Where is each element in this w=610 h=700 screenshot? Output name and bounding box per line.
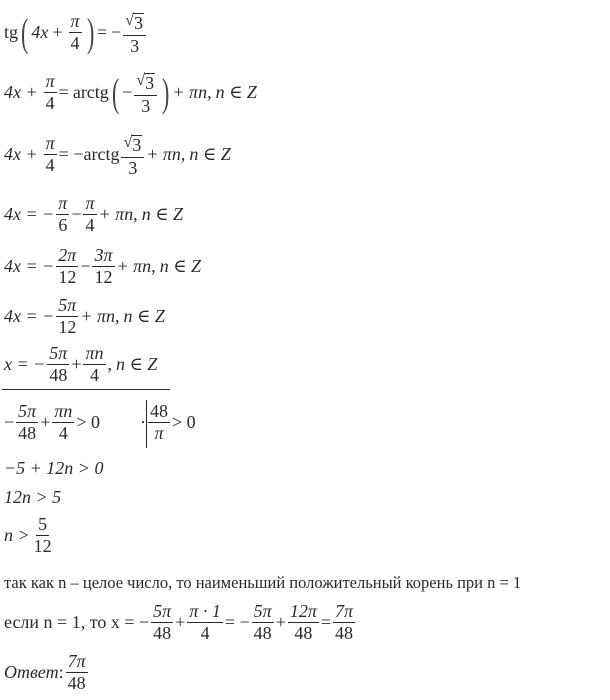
pi-n-term: + πn, [80,305,120,326]
fraction-sqrt3-over-3: √ 3 3 [121,132,144,178]
condition: n ∈ Z [123,305,165,326]
arctg-func: arctg [72,82,109,103]
condition: n ∈ Z [141,203,184,224]
fraction-pi1-over-4: $\frac{\pi \cdot 1}{4}$ [189,601,221,643]
colon: : [58,661,64,682]
close-paren: ) [162,69,170,115]
greater-than-zero: > 0 [76,411,101,432]
fraction-5pi-over-48: $\frac{5\pi}{48}$ [49,343,68,385]
text-line-12 [4,573,521,593]
equation-line-11 [4,515,56,556]
minus: − [111,22,122,43]
fraction-pin-over-4: $\frac{\pi n}{4}$ [54,401,73,443]
lhs: 4x + [4,82,38,103]
pi-n-term: + πn, [98,203,138,224]
fraction-2pi-over-12: $\frac{2\pi}{12}$ [58,245,77,287]
equation-line-2 [4,70,257,116]
inequality: 12n > 5 [4,487,62,507]
plus: + [71,353,82,374]
fraction-5pi-over-48-b: $\frac{5\pi}{48}$ [253,601,272,643]
fraction-48-over-pi: $\frac{48}{\pi}$ [150,401,169,443]
tg-func: tg [4,22,19,43]
multiply-dot: · [140,411,147,432]
equation-line-13 [4,602,357,643]
minus: − [122,82,133,103]
fraction-pi-over-6: $\frac{\pi}{6}$ [58,193,68,235]
term-4x: 4x [31,22,49,43]
fraction-5pi-over-48: $\frac{5\pi}{48}$ [153,601,172,643]
plus-2: + [275,611,286,632]
greater-than-zero-2: > 0 [172,411,196,432]
multiplier-bar [146,400,147,448]
divider-line [2,389,170,390]
fraction-5pi-over-12: $\frac{5\pi}{12}$ [58,295,77,337]
equation-line-3 [4,132,231,178]
answer-label: Ответ [4,661,59,682]
equation-line-8 [4,402,196,443]
lhs: 4x = − [4,203,55,224]
fraction-12pi-over-48: $\frac{12\pi}{48}$ [289,601,317,643]
equals: = [58,82,69,103]
fraction-5pi-over-48: $\frac{5\pi}{48}$ [18,401,37,443]
plus: + [175,611,186,632]
inequality: −5 + 12n > 0 [4,458,104,478]
equation-line-10 [4,487,61,508]
equation-line-9 [4,458,103,479]
minus: − [71,203,82,224]
equals-arctg: = −arctg [58,144,120,165]
fraction-sqrt3-over-3: √ 3 3 [134,70,157,116]
open-paren: ( [21,9,29,55]
pi-n-term: + πn, [146,144,186,165]
fraction-pin-over-4: $\frac{\pi n}{4}$ [85,343,104,385]
equation-line-1 [4,10,148,56]
equation-line-7 [4,344,157,385]
condition: n ∈ Z [189,144,231,165]
close-paren: ) [86,9,94,55]
fraction-5-over-12: $\frac{5}{12}$ [33,514,52,556]
explanation-text: так как n – целое число, то наименьший положительный корень при n = 1 [4,573,522,592]
lhs: n > [4,524,30,545]
equals: = [320,611,332,632]
fraction-7pi-over-48: $\frac{7\pi}{48}$ [67,651,86,693]
equation-line-5 [4,246,201,287]
fraction-sqrt3-over-3: √ 3 3 [123,10,146,56]
pi-n-term: + πn, [116,255,156,276]
fraction-7pi-over-48: $\frac{7\pi}{48}$ [335,601,354,643]
fraction-pi-over-4: $\frac{\pi}{4}$ [85,193,95,235]
lhs: 4x + [4,144,38,165]
open-paren: ( [111,69,120,115]
plus: + [52,22,63,43]
lhs: 4x = − [4,305,55,326]
answer-line [4,652,90,693]
lhs: x = − [4,353,46,374]
fraction-3pi-over-12: $\frac{3\pi}{12}$ [94,245,113,287]
equals-minus: = − [224,611,250,632]
comma: , [107,353,113,374]
lhs: 4x = − [4,255,55,276]
plus: + [40,411,51,432]
minus: − [4,411,15,432]
condition: n ∈ Z [215,82,257,103]
minus: − [80,255,91,276]
equation-line-6 [4,296,165,337]
equals: = [96,22,108,43]
lhs: если n = 1, то x = − [4,611,150,632]
condition: n ∈ Z [116,353,158,374]
fraction-pi-over-4: $\frac{\pi}{4}$ [45,133,55,176]
fraction-pi-over-4: $\frac{\pi}{4}$ [70,11,80,54]
pi-n-term: + πn, [172,82,212,103]
condition: n ∈ Z [159,255,202,276]
equation-line-4 [4,194,183,235]
fraction-pi-over-4: $\frac{\pi}{4}$ [45,71,55,114]
